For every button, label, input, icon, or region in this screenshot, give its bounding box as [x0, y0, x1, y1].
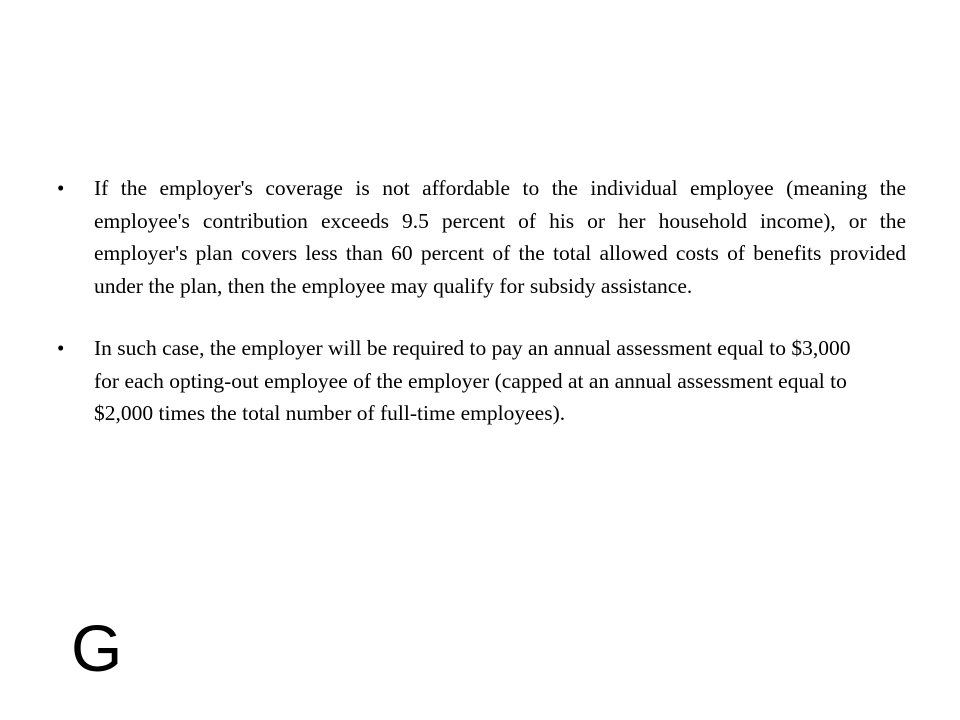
bullet-text: In such case, the employer will be required to pay an annual assessment equal to $3,000 for each opting-out employee of the employer (capped at an annual assessment equal to $2,000 times the total number of full-time employees).: [94, 336, 851, 425]
bullet-list: [54, 172, 906, 430]
bullet-marker: •: [57, 336, 65, 360]
logo-letter: G: [71, 611, 123, 685]
bullet-marker: •: [57, 176, 65, 200]
bullet-item-annual-assessment: [54, 332, 906, 430]
bullet-item-coverage-affordability: [54, 172, 906, 302]
bullet-text: If the employer's coverage is not affordable to the individual employee (meaning the employee's contribution exceeds 9.5 percent of his or her household income), or the employer's plan covers less than 60 percent of the total allowed costs of benefits provided under the plan, then the employee may qualify for subsidy assistance.: [94, 176, 906, 298]
